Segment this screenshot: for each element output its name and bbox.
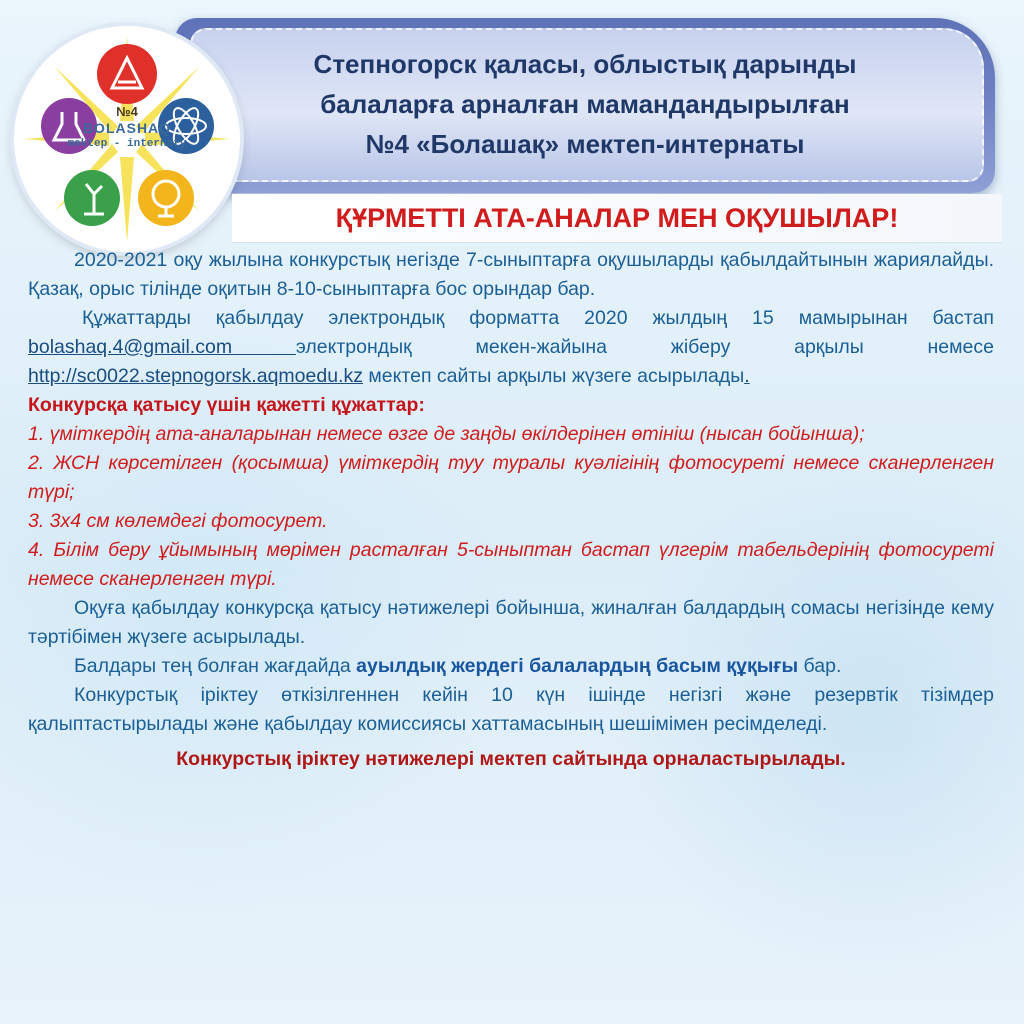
greeting-heading: ҚҰРМЕТТІ АТА-АНАЛАР МЕН ОҚУШЫЛАР! xyxy=(335,203,899,233)
priority-text-start: Балдары тең болған жағдайда xyxy=(74,655,357,677)
school-title-line-3: №4 «Болашақ» мектеп-интернаты xyxy=(365,129,805,159)
paragraph-lists: Конкурстық іріктеу өткізілгеннен кейін 10 күн ішінде негізгі және резервтік тізімдер қалыптастырылады және қабылдау комиссиясы хаттамасының шешімімен ресімделеді. xyxy=(28,684,994,735)
school-site-link[interactable]: http://sc0022.stepnogorsk.aqmoedu.kz xyxy=(28,365,363,387)
logo-subtitle: mektep - internaty xyxy=(67,138,187,150)
paragraph-admission: 2020-2021 оқу жылына конкурстық негізде 7-сыныптарға оқушыларды қабылдайтынын жариялайды. Қазақ, орыс тілінде оқитын 8-10-сыныптарға бос орындар бар. xyxy=(28,249,994,300)
documents-text-end: мектеп сайты арқылы жүзеге асырылады xyxy=(362,365,745,387)
email-link[interactable]: bolashaq.4@gmail.com xyxy=(28,336,296,358)
paragraph-priority xyxy=(28,652,994,681)
required-documents-heading: Конкурсқа қатысу үшін қажетті құжаттар: xyxy=(28,394,425,416)
final-notice: Конкурстық іріктеу нәтижелері мектеп сайтында орналастырылады. xyxy=(176,748,846,770)
school-logo xyxy=(14,26,240,252)
school-title-line-1: Степногорск қаласы, облыстық дарынды xyxy=(313,49,857,79)
document-item-2: 2. ЖСН көрсетілген (қосымша) үміткердің туу туралы куәлігінің фотосуреті немесе сканерленген түрі; xyxy=(28,452,994,503)
document-item-1: 1. үміткердің ата-аналарынан немесе өзге де заңды өкілдерінен өтініш (нысан бойынша); xyxy=(28,423,865,445)
documents-text-dot: . xyxy=(744,365,750,387)
document-item-4: 4. Білім беру ұйымының мөрімен расталған 5-сыныптан бастап үлгерім табельдерінің фотосуреті немесе сканерленген түрі. xyxy=(28,539,994,590)
document-item-3: 3. 3х4 см көлемдегі фотосурет. xyxy=(28,510,328,532)
announcement-body xyxy=(28,246,994,774)
paragraph-selection: Оқуға қабылдау конкурсқа қатысу нәтижелері бойынша, жиналған балдардың сомасы негізінде кему тәртібімен жүзеге асырылады. xyxy=(28,597,994,648)
documents-text-start: Құжаттарды қабылдау электрондық форматта 2020 жылдың 15 мамырынан бастап xyxy=(82,307,994,329)
logo-name: BOLASHAQ xyxy=(82,120,172,136)
school-title xyxy=(235,44,935,164)
paragraph-documents-submission xyxy=(28,304,994,391)
documents-text-mid: электрондық мекен-жайына жіберу арқылы немесе xyxy=(295,336,994,358)
priority-text-end: бар. xyxy=(798,655,842,677)
school-title-line-2: балаларға арналған мамандандырылған xyxy=(320,89,850,119)
logo-number: №4 xyxy=(116,104,138,119)
priority-highlight: ауылдық жердегі балалардың басым құқығы xyxy=(356,655,799,677)
